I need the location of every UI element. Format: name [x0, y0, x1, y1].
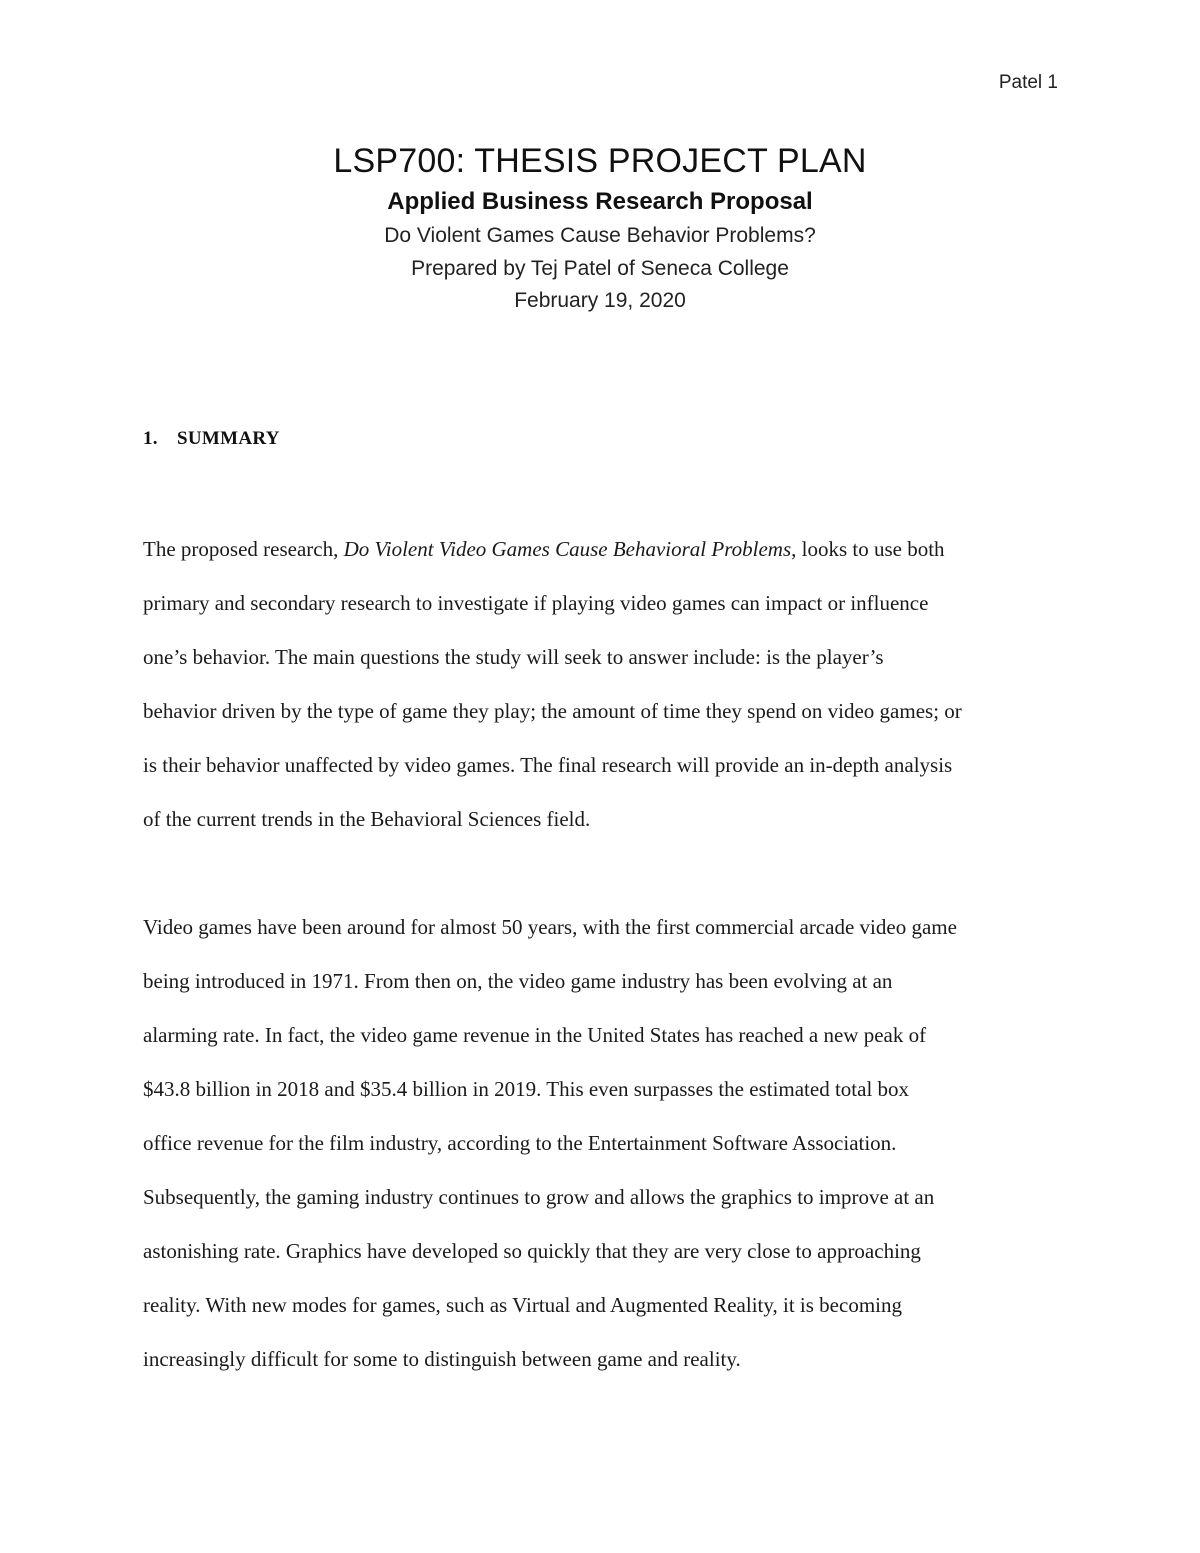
document-subtitle: Applied Business Research Proposal — [387, 188, 813, 215]
document-date: February 19, 2020 — [514, 289, 686, 312]
paragraph-line: is their behavior unaffected by video games. The final research will provide an in-depth analysis — [143, 753, 953, 777]
section-number: 1. — [143, 428, 158, 449]
paragraph-line: astonishing rate. Graphics have developed so quickly that they are very close to approaching — [143, 1239, 921, 1263]
paragraph-line: office revenue for the film industry, according to the Entertainment Software Association. — [143, 1131, 897, 1155]
section-heading-summary — [143, 428, 280, 450]
paragraph-line: $43.8 billion in 2018 and $35.4 billion in 2019. This even surpasses the estimated total box — [143, 1077, 910, 1101]
paragraph-line — [143, 522, 1068, 576]
summary-paragraph-1 — [143, 522, 1068, 846]
summary-paragraph-2 — [143, 900, 1068, 1386]
paragraph-line: of the current trends in the Behavioral Sciences field. — [143, 807, 591, 831]
paragraph-line: primary and secondary research to investigate if playing video games can impact or influence — [143, 591, 929, 615]
paragraph-line: reality. With new modes for games, such as Virtual and Augmented Reality, it is becoming — [143, 1293, 902, 1317]
paragraph-line-rest: , looks to use both — [791, 537, 945, 561]
paragraph-line: increasingly difficult for some to distinguish between game and reality. — [143, 1347, 741, 1371]
title-block — [0, 138, 1200, 318]
section-heading-text: SUMMARY — [177, 428, 280, 449]
research-title-italic: Do Violent Video Games Cause Behavioral Problems — [343, 537, 792, 561]
paragraph-line: Video games have been around for almost 50 years, with the first commercial arcade video game — [143, 915, 957, 939]
document-title: LSP700: THESIS PROJECT PLAN — [333, 142, 867, 180]
paragraph-line: alarming rate. In fact, the video game revenue in the United States has reached a new peak of — [143, 1023, 927, 1047]
paragraph-line: behavior driven by the type of game they play; the amount of time they spend on video games; or — [143, 699, 962, 723]
document-topic: Do Violent Games Cause Behavior Problems? — [384, 224, 816, 247]
paragraph-lead-text: The proposed research, — [143, 537, 344, 561]
paragraph-line: one’s behavior. The main questions the study will seek to answer include: is the player’s — [143, 645, 884, 669]
paragraph-line: Subsequently, the gaming industry continues to grow and allows the graphics to improve at an — [143, 1185, 935, 1209]
paragraph-line: being introduced in 1971. From then on, the video game industry has been evolving at an — [143, 969, 893, 993]
page-number: Patel 1 — [998, 72, 1058, 93]
document-author: Prepared by Tej Patel of Seneca College — [411, 256, 789, 280]
